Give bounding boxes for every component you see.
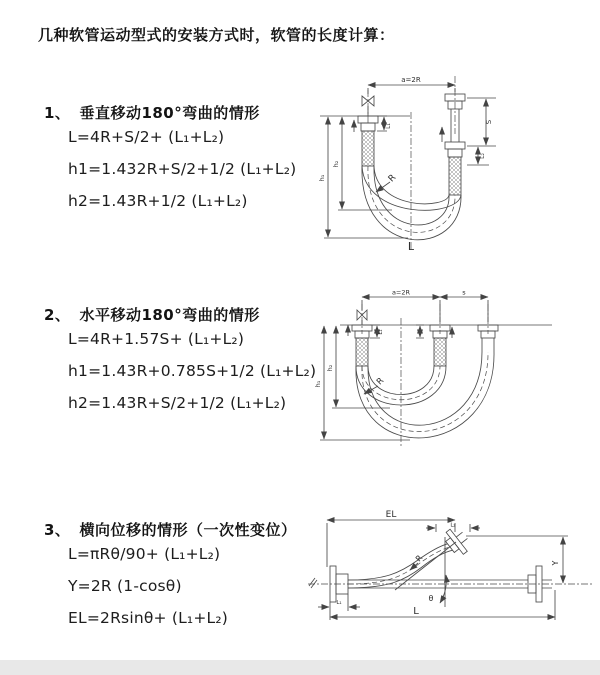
d1-right-fitting <box>445 94 465 195</box>
d1-left-fitting <box>358 116 378 166</box>
d1-label-l: L <box>407 240 415 253</box>
d3-label-r: R <box>413 553 425 564</box>
d2-label-a2r: a=2R <box>391 288 411 297</box>
d3-label-el: EL <box>385 510 397 520</box>
diagram-vertical-180-bend <box>310 70 580 255</box>
d1-label-r: R <box>386 172 399 185</box>
d1-label-h1: h₁ <box>318 174 326 182</box>
formula-line: L=πRθ/90+ (L₁+L₂) <box>68 545 221 563</box>
d3-linework <box>308 520 592 620</box>
formula-line: L=4R+S/2+ (L₁+L₂) <box>68 128 225 146</box>
page-title: 几种软管运动型式的安装方式时，软管的长度计算： <box>38 26 395 44</box>
d1-label-a2r: a=2R <box>401 76 421 84</box>
d3-label-l: L <box>413 606 419 617</box>
d2-radius-leader <box>364 386 378 394</box>
section2-number: 2、 <box>44 306 71 324</box>
section2-title: 水平移动180°弯曲的情形 <box>79 306 260 324</box>
d2-middle-fitting <box>430 325 450 366</box>
diagram-horizontal-180-bend <box>312 288 590 460</box>
section1-heading <box>44 102 260 123</box>
d2-hose-curves-moved <box>356 352 494 438</box>
formula-line: h2=1.43R+S/2+1/2 (L₁+L₂) <box>68 394 287 412</box>
d2-label-s: s <box>462 288 466 297</box>
section3-number: 3、 <box>44 521 71 539</box>
section1-formulas <box>68 121 296 217</box>
formula-line: h2=1.43R+1/2 (L₁+L₂) <box>68 192 248 210</box>
d3-displaced-fitting <box>441 524 473 558</box>
formula-line: h1=1.432R+S/2+1/2 (L₁+L₂) <box>68 160 297 178</box>
d1-label-s: S <box>485 119 493 125</box>
d1-label-l2: L₂ <box>479 153 486 159</box>
section3-title: 横向位移的情形（一次性变位） <box>79 521 297 539</box>
d1-hose-curves <box>362 166 461 240</box>
d1-radius-leader <box>376 182 390 192</box>
section1-title: 垂直移动180°弯曲的情形 <box>79 104 260 122</box>
d2-left-fitting <box>352 325 372 366</box>
d3-label-y: Y <box>551 560 560 566</box>
braided-hose-section <box>356 338 368 366</box>
section3-heading <box>44 519 296 540</box>
d3-label-theta: θ <box>428 594 434 603</box>
d2-label-h1: h₁ <box>314 380 322 388</box>
d2-linework <box>320 297 552 446</box>
diagram-lateral-displacement <box>300 505 598 650</box>
formula-line: Y=2R (1-cosθ) <box>68 577 182 595</box>
d1-label-l1: L₁ <box>385 123 392 129</box>
braided-hose-section <box>434 338 446 366</box>
braided-hose-section <box>449 157 461 195</box>
section3-formulas <box>68 538 228 634</box>
section2-heading <box>44 304 260 325</box>
d3-hose-curve-displaced <box>348 544 453 588</box>
footer-strip <box>0 660 600 675</box>
braided-hose-section <box>362 131 374 166</box>
d3-theta-slant <box>395 542 456 590</box>
section1-number: 1、 <box>44 104 71 122</box>
centerline-break-icon <box>309 578 317 588</box>
d2-right-fitting <box>478 325 498 352</box>
d2-label-l1: L₁ <box>378 329 384 335</box>
d2-label-r: R <box>374 375 387 388</box>
d3-radius-leader <box>410 563 418 570</box>
d3-label-l2: L₂ <box>450 522 456 529</box>
section2-formulas <box>68 323 316 419</box>
d3-label-l1: L₁ <box>336 600 342 606</box>
d1-linework <box>320 76 496 250</box>
formula-line: EL=2Rsinθ+ (L₁+L₂) <box>68 609 229 627</box>
formula-line: h1=1.43R+0.785S+1/2 (L₁+L₂) <box>68 362 317 380</box>
d2-label-h2: h₂ <box>326 364 334 372</box>
formula-line: L=4R+1.57S+ (L₁+L₂) <box>68 330 245 348</box>
d1-label-h2: h₂ <box>332 160 340 168</box>
